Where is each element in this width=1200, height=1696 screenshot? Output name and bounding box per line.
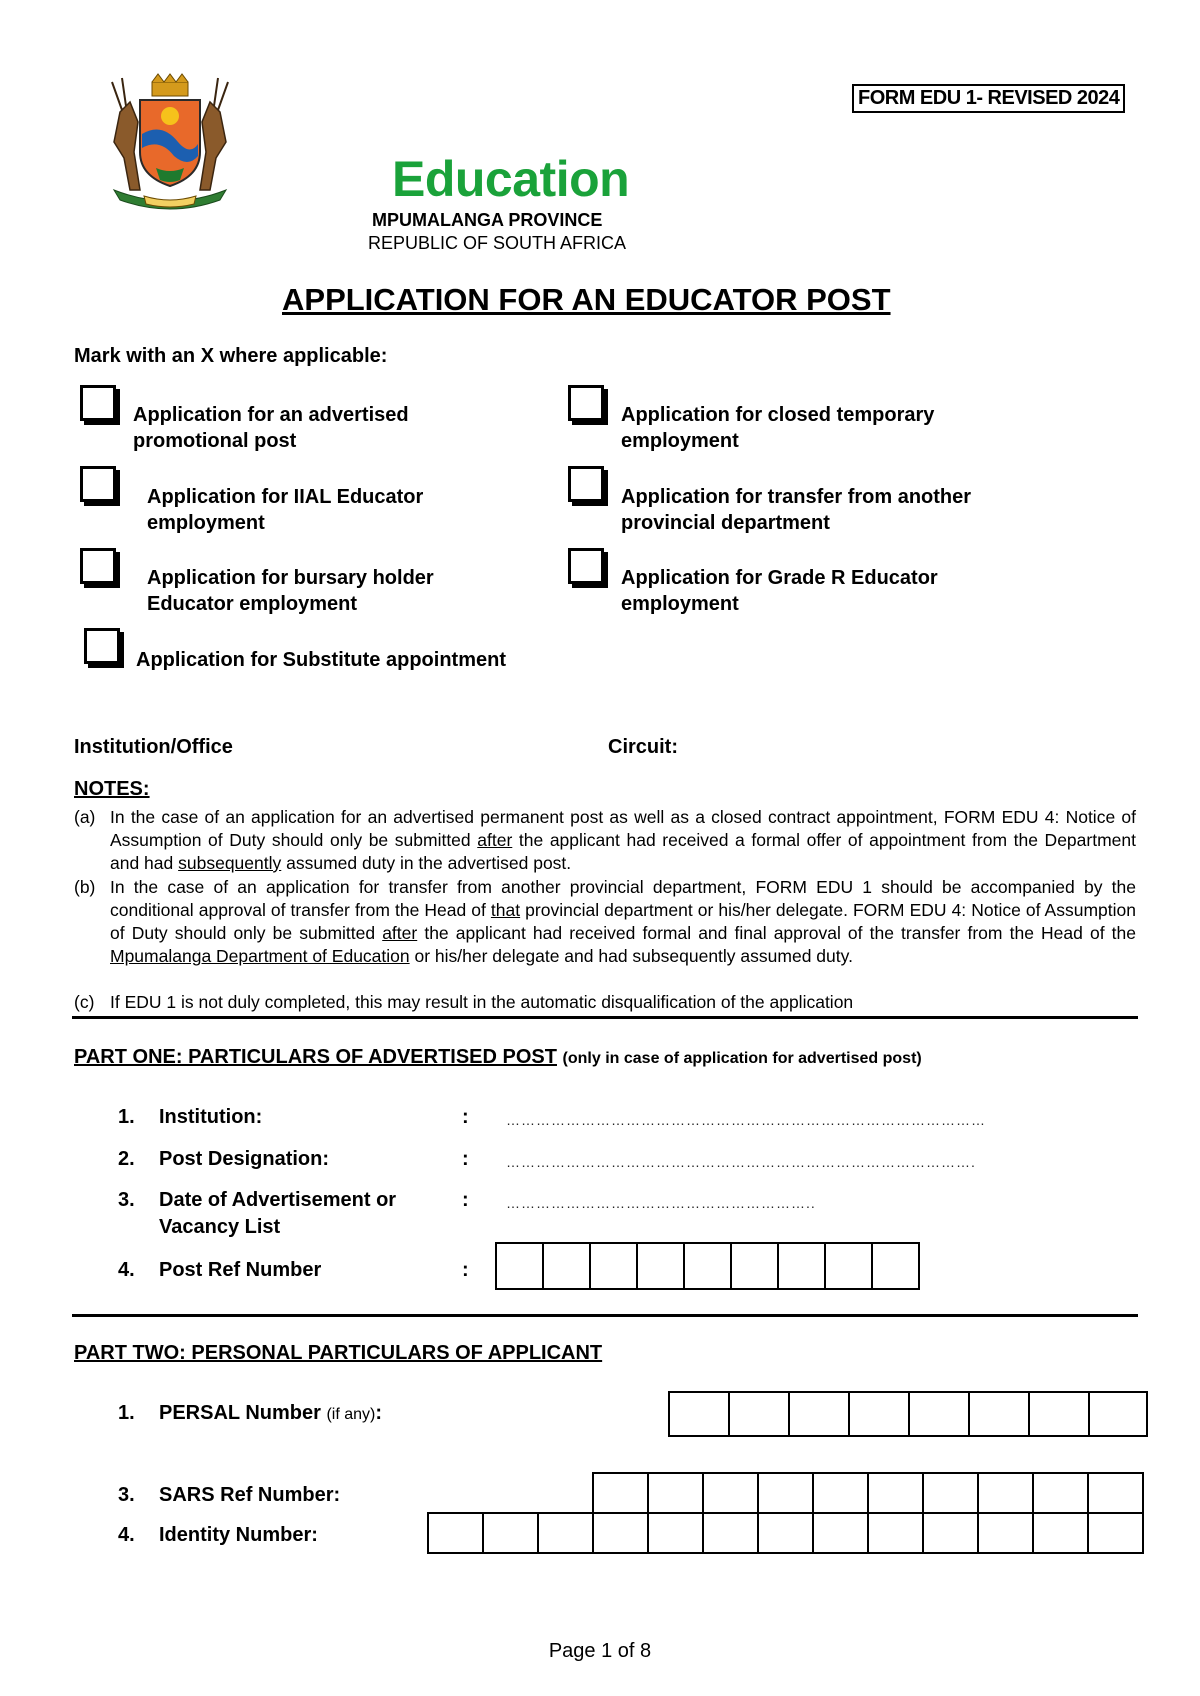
digit-box[interactable] — [649, 1514, 704, 1552]
digit-box[interactable] — [970, 1393, 1030, 1435]
digit-box[interactable] — [429, 1514, 484, 1552]
note-c: (c) If EDU 1 is not duly completed, this may result in the automatic disqualification of the application — [74, 992, 854, 1012]
digit-box[interactable] — [1030, 1393, 1090, 1435]
instruction-text: Mark with an X where applicable: — [74, 345, 388, 367]
post-designation-colon: : — [462, 1148, 469, 1170]
sars-ref-number-boxes[interactable] — [592, 1472, 1144, 1514]
province-name: MPUMALANGA PROVINCE — [372, 210, 603, 230]
option-grade-r-label: Application for Grade R Educator employment — [621, 567, 938, 615]
digit-box[interactable] — [1034, 1474, 1089, 1512]
digit-box[interactable] — [649, 1474, 704, 1512]
digit-box[interactable] — [544, 1244, 591, 1288]
digit-box[interactable] — [759, 1474, 814, 1512]
digit-box[interactable] — [638, 1244, 685, 1288]
identity-number-boxes[interactable] — [427, 1512, 1144, 1554]
post-designation-fill-line[interactable]: …………………………………………………………………………………. — [506, 1154, 976, 1170]
persal-number-boxes[interactable] — [668, 1391, 1148, 1437]
option-transfer-checkbox[interactable] — [568, 466, 604, 502]
part-one-heading: PART ONE: PARTICULARS OF ADVERTISED POST (only in case of application for advertised post) — [74, 1046, 922, 1068]
divider-line — [72, 1016, 1138, 1019]
digit-box[interactable] — [979, 1474, 1034, 1512]
note-b-label: (b) — [74, 877, 96, 897]
digit-box[interactable] — [594, 1474, 649, 1512]
digit-box[interactable] — [594, 1514, 649, 1552]
digit-box[interactable] — [1089, 1474, 1142, 1512]
advertisement-date-fill-line[interactable]: …………………………………………………….. — [506, 1195, 816, 1211]
note-a-label: (a) — [74, 807, 96, 827]
institution-fill-line[interactable]: …………………………………………………………………………………… — [506, 1112, 986, 1128]
digit-box[interactable] — [850, 1393, 910, 1435]
digit-box[interactable] — [873, 1244, 918, 1288]
option-iial-educator-label: Application for IIAL Educator employment — [147, 486, 424, 534]
digit-box[interactable] — [497, 1244, 544, 1288]
option-advertised-promotional-label: Application for an advertised promotional post — [133, 404, 409, 452]
digit-box[interactable] — [704, 1474, 759, 1512]
document-title: APPLICATION FOR AN EDUCATOR POST — [282, 282, 891, 317]
page-number: Page 1 of 8 — [548, 1640, 652, 1662]
digit-box[interactable] — [924, 1514, 979, 1552]
option-iial-educator-checkbox[interactable] — [80, 466, 116, 502]
digit-box[interactable] — [910, 1393, 970, 1435]
digit-box[interactable] — [869, 1514, 924, 1552]
digit-box[interactable] — [1034, 1514, 1089, 1552]
digit-box[interactable] — [790, 1393, 850, 1435]
digit-box[interactable] — [732, 1244, 779, 1288]
advertisement-date-colon: : — [462, 1189, 469, 1211]
option-bursary-holder-label: Application for bursary holder Educator employment — [147, 567, 434, 615]
option-bursary-holder-checkbox[interactable] — [80, 548, 116, 584]
circuit-label: Circuit: — [608, 736, 678, 758]
form-code-label: FORM EDU 1- REVISED 2024 — [852, 84, 1125, 113]
digit-box[interactable] — [704, 1514, 759, 1552]
note-b: (b) In the case of an application for transfer from another provincial department, FORM EDU 1 should be accompanied by the conditional approval of transfer from the Head of that provincial department or his/her delegate. FORM EDU 4: Notice of Assumption of Duty should only be submitted after the applicant had received formal and final approval of the transfer from the Head of the Mpumalanga Department of Education or his/her delegate and had subsequently assumed duty. — [74, 877, 1136, 966]
option-closed-temporary-checkbox[interactable] — [568, 385, 604, 421]
digit-box[interactable] — [730, 1393, 790, 1435]
digit-box[interactable] — [779, 1244, 826, 1288]
divider-line — [72, 1314, 1138, 1317]
post-ref-number-boxes[interactable] — [495, 1242, 920, 1290]
post-ref-colon: : — [462, 1259, 469, 1281]
digit-box[interactable] — [539, 1514, 594, 1552]
digit-box[interactable] — [484, 1514, 539, 1552]
digit-box[interactable] — [814, 1514, 869, 1552]
option-transfer-label: Application for transfer from another provincial department — [621, 486, 972, 534]
digit-box[interactable] — [591, 1244, 638, 1288]
institution-colon: : — [462, 1106, 469, 1128]
digit-box[interactable] — [759, 1514, 814, 1552]
note-a: (a) In the case of an application for an advertised permanent post as well as a closed contract appointment, FORM EDU 4: Notice of Assumption of Duty should only be submitted after the applicant had received a formal offer of appointment from the Department and had subsequently assumed duty in the advertised post. — [74, 807, 1136, 873]
option-grade-r-checkbox[interactable] — [568, 548, 604, 584]
institution-office-label: Institution/Office — [74, 736, 233, 758]
notes-heading: NOTES: — [74, 778, 150, 800]
digit-box[interactable] — [869, 1474, 924, 1512]
digit-box[interactable] — [814, 1474, 869, 1512]
option-closed-temporary-label: Application for closed temporary employment — [621, 404, 935, 452]
digit-box[interactable] — [670, 1393, 730, 1435]
digit-box[interactable] — [1089, 1514, 1142, 1552]
option-advertised-promotional-checkbox[interactable] — [80, 385, 116, 421]
digit-box[interactable] — [1090, 1393, 1146, 1435]
option-substitute-label: Application for Substitute appointment — [136, 649, 506, 671]
digit-box[interactable] — [826, 1244, 873, 1288]
digit-box[interactable] — [979, 1514, 1034, 1552]
coat-of-arms-logo — [100, 72, 240, 212]
country-name: REPUBLIC OF SOUTH AFRICA — [368, 233, 627, 253]
note-c-label: (c) — [74, 992, 95, 1012]
part-two-heading: PART TWO: PERSONAL PARTICULARS OF APPLICANT — [74, 1342, 603, 1364]
option-substitute-checkbox[interactable] — [84, 628, 120, 664]
digit-box[interactable] — [685, 1244, 732, 1288]
digit-box[interactable] — [924, 1474, 979, 1512]
department-title: Education — [392, 151, 630, 207]
